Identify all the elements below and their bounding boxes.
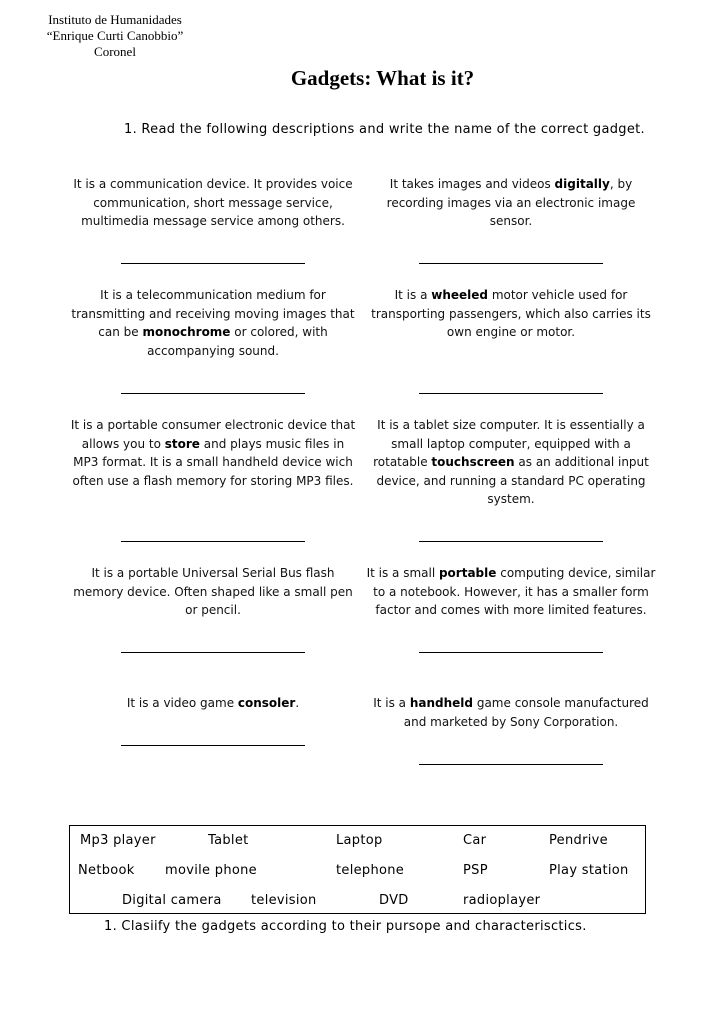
word-bank-item: television <box>251 893 317 908</box>
description-car: It is a wheeled motor vehicle used for transporting passengers, which also carries its own engine or motor. <box>371 288 651 340</box>
word-bank-item: movile phone <box>165 863 257 878</box>
word-bank-item: telephone <box>336 863 405 878</box>
description-mobile-phone: It is a communication device. It provides voice communication, short message service, multimedia message service among others. <box>73 177 353 229</box>
answer-line[interactable] <box>121 393 305 394</box>
school-name <box>30 12 200 60</box>
school-line-2: “Enrique Curti Canobbio” <box>46 28 184 43</box>
description-tablet: It is a tablet size computer. It is essentially a small laptop computer, equipped with a rotatable touchscreen as an additional input device, and running a standard PC operating system. <box>373 418 649 507</box>
description-netbook: It is a small portable computing device, similar to a notebook. However, it has a smaller form factor and comes with more limited features. <box>366 566 656 618</box>
word-bank-item: Laptop <box>336 833 383 848</box>
answer-line[interactable] <box>419 652 603 653</box>
school-line-1: Instituto de Humanidades <box>48 12 182 27</box>
word-bank-item: PSP <box>463 863 488 878</box>
instruction-classify: 1. Clasiify the gadgets according to their pursope and characterisctics. <box>104 919 587 934</box>
answer-line[interactable] <box>419 393 603 394</box>
word-bank-item: Tablet <box>208 833 249 848</box>
page-title: Gadgets: What is it? <box>290 66 475 90</box>
answer-line[interactable] <box>419 541 603 542</box>
answer-line[interactable] <box>419 263 603 264</box>
answer-line[interactable] <box>121 745 305 746</box>
word-bank-item: Digital camera <box>122 893 222 908</box>
answer-line[interactable] <box>121 652 305 653</box>
description-television: It is a telecommunication medium for transmitting and receiving moving images that can be monochrome or colored, with accompanying sound. <box>71 288 355 358</box>
description-mp3-player: It is a portable consumer electronic device that allows you to store and plays music files in MP3 format. It is a small handheld device wich often use a flash memory for storing MP3 files. <box>70 418 356 488</box>
description-digital-camera: It takes images and videos digitally, by recording images via an electronic image sensor. <box>386 177 636 229</box>
word-bank-item: Pendrive <box>549 833 608 848</box>
word-bank-item: radioplayer <box>463 893 541 908</box>
word-bank-item: Car <box>463 833 487 848</box>
answer-line[interactable] <box>121 263 305 264</box>
word-bank-item: DVD <box>379 893 409 908</box>
description-psp: It is a handheld game console manufactured and marketed by Sony Corporation. <box>373 696 649 729</box>
answer-line[interactable] <box>419 764 603 765</box>
answer-line[interactable] <box>121 541 305 542</box>
school-line-3: Coronel <box>94 44 136 59</box>
word-bank <box>69 825 646 914</box>
word-bank-item: Play station <box>549 863 629 878</box>
description-pendrive: It is a portable Universal Serial Bus flash memory device. Often shaped like a small pen or pencil. <box>73 566 353 618</box>
word-bank-item: Mp3 player <box>80 833 156 848</box>
description-play-station: It is a video game consoler. <box>126 696 300 710</box>
word-bank-item: Netbook <box>78 863 135 878</box>
instruction-read: 1. Read the following descriptions and write the name of the correct gadget. <box>124 122 645 137</box>
